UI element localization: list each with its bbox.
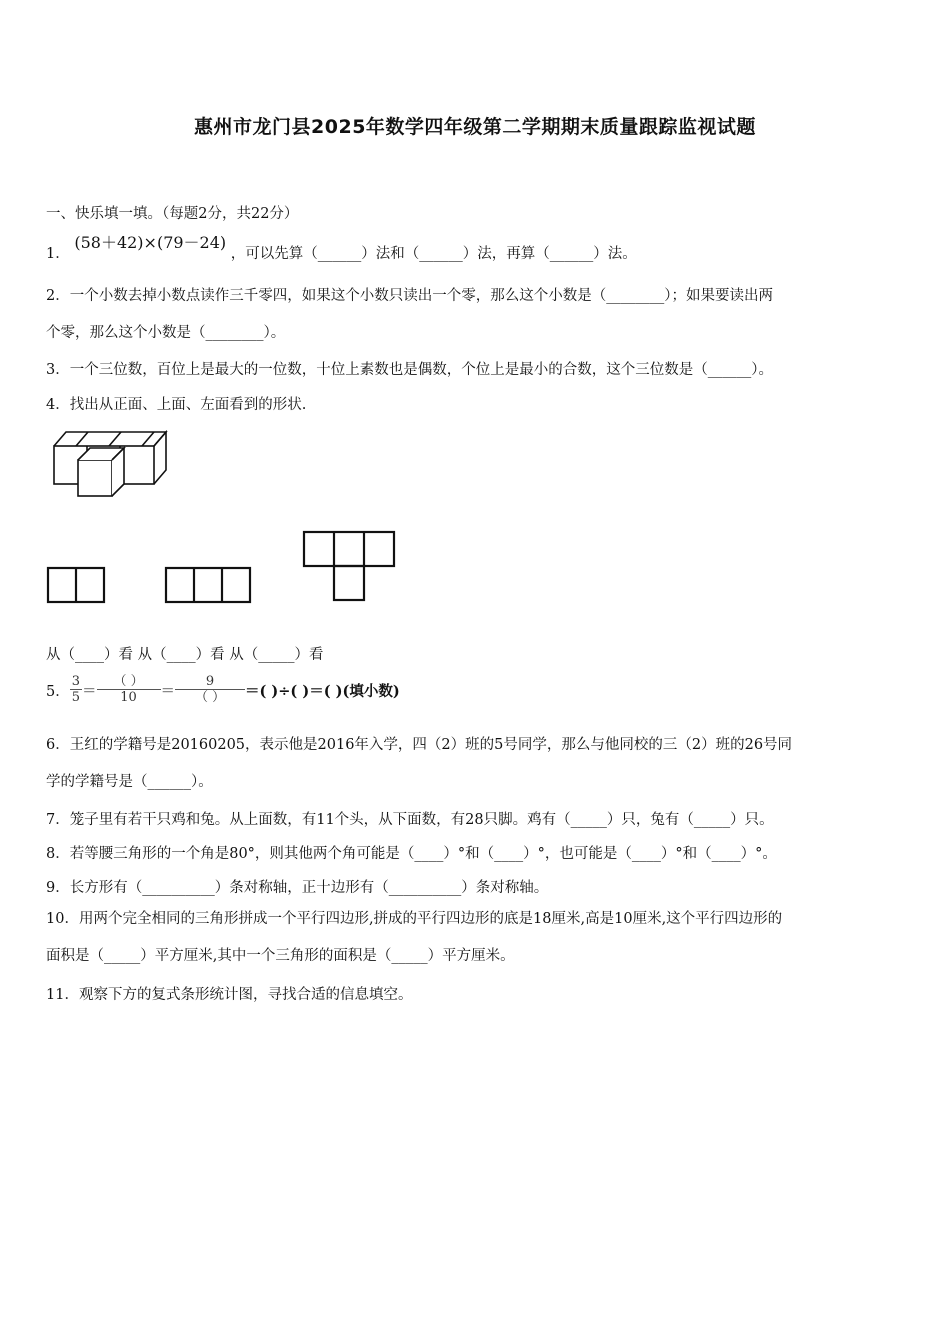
- question-10: [46, 901, 896, 975]
- question-9: 9．长方形有（__________）条对称轴，正十边形有（__________）条对称轴。: [46, 880, 549, 896]
- question-10-line-2: 面积是（_____）平方厘米,其中一个三角形的面积是（_____）平方厘米。: [46, 948, 515, 964]
- question-10-line-1: 10．用两个完全相同的三角形拼成一个平行四边形,拼成的平行四边形的底是18厘米,高是10厘米,这个平行四边形的: [46, 911, 783, 927]
- fraction-blank-10: [97, 674, 161, 706]
- question-2-line-1: 2．一个小数去掉小数点读作三千零四，如果这个小数只读出一个零，那么这个小数是（________）；如果要读出两: [46, 288, 773, 304]
- question-11: 11．观察下方的复式条形统计图，寻找合适的信息填空。: [46, 987, 413, 1003]
- equals-sign: ＝: [82, 683, 97, 700]
- question-1-text: ，可以先算（______）法和（______）法，再算（______）法。: [230, 246, 637, 262]
- fraction-blank-denominator: （ ）: [194, 690, 226, 705]
- cube-edge: [76, 432, 88, 446]
- equals-sign: ＝: [160, 683, 176, 700]
- question-1: [46, 233, 637, 263]
- fraction-10-denominator: 10: [120, 690, 137, 705]
- section-heading: 一、快乐填一填。（每题2分，共22分）: [46, 206, 299, 222]
- question-2: [46, 278, 896, 352]
- view-shape-t-shape: [302, 530, 400, 606]
- page-title: 惠州市龙门县2025年数学四年级第二学期期末质量跟踪监视试题: [194, 116, 756, 138]
- question-6: [46, 727, 896, 801]
- fraction-blank-numerator: （ ）: [97, 674, 161, 690]
- question-4: 4．找出从正面、上面、左面看到的形状.: [46, 397, 307, 413]
- question-5-number: 5．: [46, 683, 70, 700]
- view-shape-three-squares: [164, 566, 254, 606]
- question-6-line-1: 6．王红的学籍号是20160205，表示他是2016年入学，四（2）班的5号同学，那么与他同校的三（2）班的26号同: [46, 737, 793, 753]
- question-5-rest: ＝( )÷( )＝( )(填小数): [245, 682, 400, 700]
- view-shape-two-squares: [46, 566, 108, 606]
- question-8: 8．若等腰三角形的一个角是80°，则其他两个角可能是（____）°和（____）°，也可能是（____）°和（____）°。: [46, 846, 777, 862]
- question-4-views: 从（____）看 从（____）看 从（_____）看: [46, 647, 324, 663]
- question-7: 7．笼子里有若干只鸡和兔。从上面数，有11个头，从下面数，有28只脚。鸡有（_____）只，兔有（_____）只。: [46, 812, 774, 828]
- fraction-3-5: [70, 674, 82, 706]
- cube-figure: [50, 428, 172, 500]
- fraction-3-5-denominator: 5: [71, 690, 81, 705]
- question-1-expression: (58＋42)×(79－24): [74, 233, 227, 252]
- question-1-number: 1．: [46, 246, 70, 262]
- question-6-line-2: 学的学籍号是（______）。: [46, 774, 213, 790]
- question-2-line-2: 个零，那么这个小数是（________）。: [46, 325, 286, 341]
- question-3: 3．一个三位数，百位上是最大的一位数，十位上素数也是偶数，个位上是最小的合数，这个三位数是（______）。: [46, 362, 773, 378]
- fraction-9-blank: [175, 674, 245, 706]
- fraction-3-5-numerator: 3: [71, 674, 81, 689]
- fraction-9-numerator: 9: [175, 674, 245, 690]
- question-5: [46, 674, 400, 706]
